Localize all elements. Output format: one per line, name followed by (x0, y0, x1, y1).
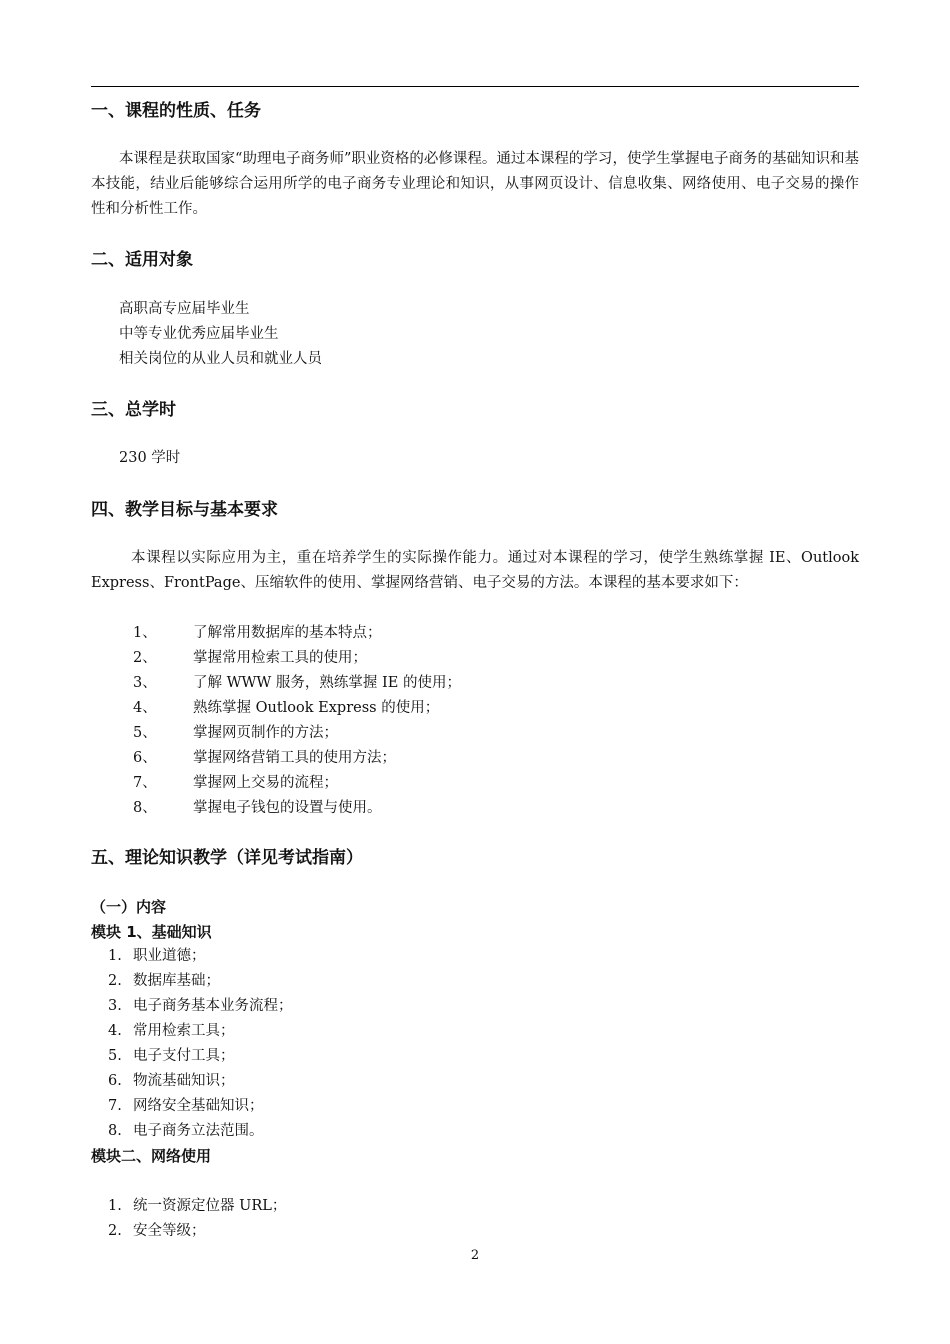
item-number: 4. (108, 1023, 122, 1039)
audience-item: 相关岗位的从业人员和就业人员 (119, 351, 322, 367)
requirement-item (133, 773, 338, 793)
item-number: 1. (108, 1198, 122, 1214)
total-hours: 230 学时 (119, 450, 181, 466)
requirement-text: 掌握电子钱包的设置与使用。 (193, 800, 382, 816)
module-1-item (108, 1071, 235, 1091)
requirement-text: 了解 WWW 服务，熟练掌握 IE 的使用； (193, 675, 461, 691)
requirement-text: 掌握网络营销工具的使用方法； (193, 750, 396, 766)
requirement-text: 了解常用数据库的基本特点； (193, 625, 382, 641)
item-number: 5. (108, 1048, 122, 1064)
page-number: 2 (470, 1248, 480, 1263)
requirement-number: 6、 (133, 750, 157, 766)
requirement-number: 3、 (133, 675, 157, 691)
item-text: 职业道德； (133, 948, 206, 964)
requirement-number: 2、 (133, 650, 157, 666)
module-1-item (108, 946, 206, 966)
item-text: 网络安全基础知识； (133, 1098, 264, 1114)
item-number: 3. (108, 998, 122, 1014)
requirement-text: 掌握网页制作的方法； (193, 725, 338, 741)
section-4-heading: 四、教学目标与基本要求 (91, 500, 278, 520)
audience-item: 中等专业优秀应届毕业生 (119, 326, 279, 342)
item-text: 物流基础知识； (133, 1073, 235, 1089)
requirement-text: 熟练掌握 Outlook Express 的使用； (193, 700, 440, 716)
requirement-text: 掌握常用检索工具的使用； (193, 650, 367, 666)
item-number: 1. (108, 948, 122, 964)
section-3-heading: 三、总学时 (91, 400, 176, 420)
item-number: 2. (108, 1223, 122, 1239)
module-2-heading: 模块二、网络使用 (91, 1147, 212, 1165)
module-2-item (108, 1196, 286, 1216)
item-number: 6. (108, 1073, 122, 1089)
requirement-item (133, 623, 382, 643)
item-number: 2. (108, 973, 122, 989)
requirement-item (133, 748, 396, 768)
item-text: 电子商务基本业务流程； (133, 998, 293, 1014)
section-4-paragraph: 本课程以实际应用为主，重在培养学生的实际操作能力。通过对本课程的学习，使学生熟练掌握 IE、Outlook Express、FrontPage、压缩软件的使用、掌握网络营销、电子交易的方法。本课程的基本要求如下： (91, 550, 859, 591)
requirement-item (133, 723, 338, 743)
requirement-number: 7、 (133, 775, 157, 791)
item-number: 7. (108, 1098, 122, 1114)
module-1-item (108, 971, 220, 991)
item-text: 安全等级； (133, 1223, 206, 1239)
module-1-item (108, 1096, 264, 1116)
item-text: 统一资源定位器 URL； (133, 1198, 287, 1214)
requirement-text: 掌握网上交易的流程； (193, 775, 338, 791)
requirement-item (133, 648, 367, 668)
item-text: 常用检索工具； (133, 1023, 235, 1039)
requirement-number: 4、 (133, 700, 157, 716)
section-1-paragraph: 本课程是获取国家“助理电子商务师”职业资格的必修课程。通过本课程的学习，使学生掌握电子商务的基础知识和基本技能，结业后能够综合运用所学的电子商务专业理论和知识，从事网页设计、信息收集、网络使用、电子交易的操作性和分析性工作。 (91, 151, 859, 217)
module-1-heading: 模块 1、基础知识 (91, 923, 212, 941)
item-text: 电子支付工具； (133, 1048, 235, 1064)
module-1-item (108, 1046, 235, 1066)
module-2-item (108, 1221, 206, 1241)
module-1-item (108, 996, 293, 1016)
module-1-item (108, 1121, 264, 1141)
header-rule (91, 86, 859, 87)
requirement-number: 8、 (133, 800, 157, 816)
section-5-heading: 五、理论知识教学（详见考试指南） (91, 848, 363, 868)
requirement-item (133, 673, 461, 693)
item-text: 电子商务立法范围。 (133, 1123, 264, 1139)
item-text: 数据库基础； (133, 973, 220, 989)
audience-item: 高职高专应届毕业生 (119, 301, 250, 317)
requirement-item (133, 798, 382, 818)
section-2-heading: 二、适用对象 (91, 250, 193, 270)
requirement-number: 5、 (133, 725, 157, 741)
item-number: 8. (108, 1123, 122, 1139)
content-subheading: （一）内容 (91, 898, 167, 916)
requirement-number: 1、 (133, 625, 157, 641)
requirement-item (133, 698, 439, 718)
module-1-item (108, 1021, 235, 1041)
section-1-heading: 一、课程的性质、任务 (91, 101, 261, 121)
